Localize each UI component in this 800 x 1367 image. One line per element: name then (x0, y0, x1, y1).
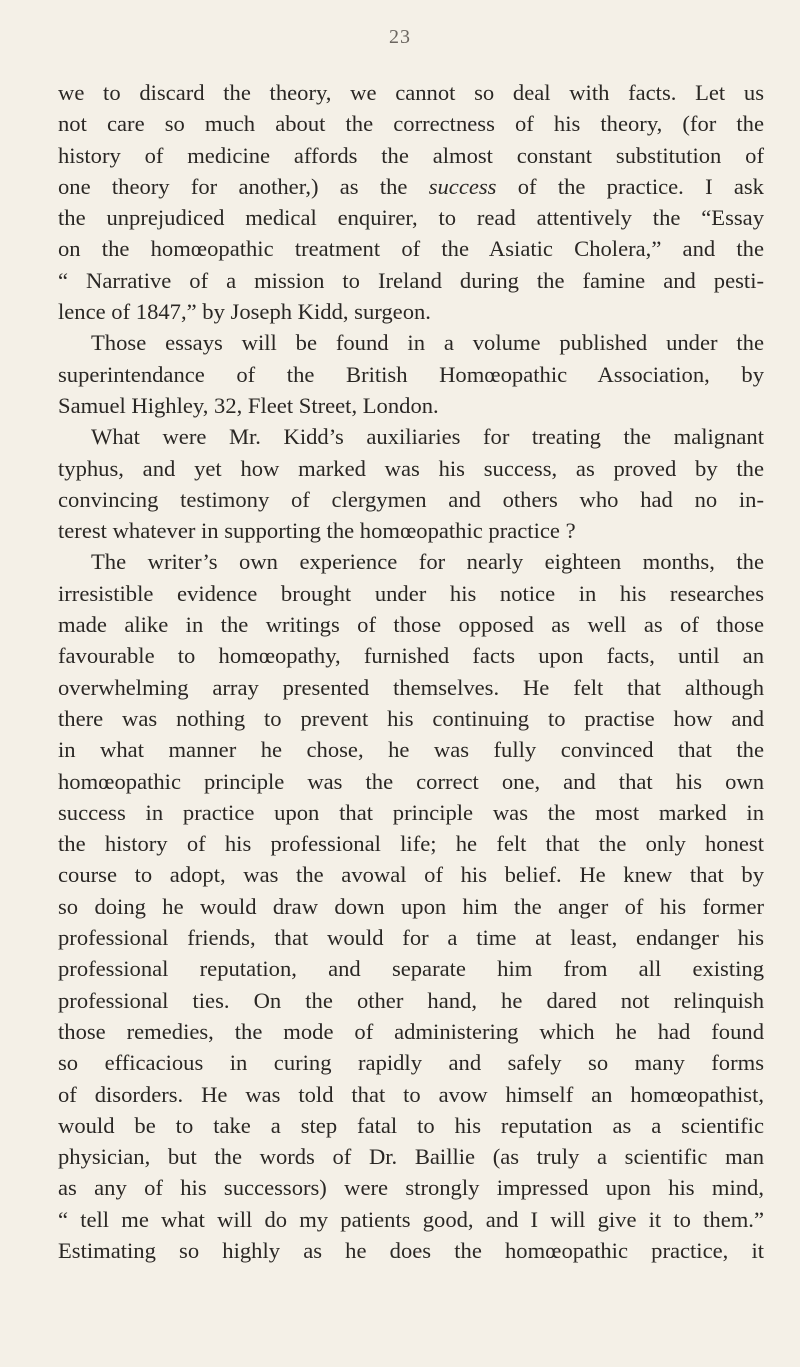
text-line: lence of 1847,” by Joseph Kidd, surgeon. (58, 299, 431, 325)
text-line: superintendance of the British Homœopathic Association, by (58, 361, 764, 387)
body-text (58, 77, 764, 1266)
text-line: so doing he would draw down upon him the anger of his former (58, 893, 764, 919)
text-line: Samuel Highley, 32, Fleet Street, London. (58, 392, 439, 418)
text-line: irresistible evidence brought under his notice in his researches (58, 580, 764, 606)
text-line: Estimating so highly as he does the homœopathic practice, it (58, 1237, 764, 1263)
text-line: Those essays will be found in a volume published under the (91, 330, 764, 356)
text-line: The writer’s own experience for nearly eighteen months, the (91, 549, 764, 575)
text-line: in what manner he chose, he was fully convinced that the (58, 737, 764, 763)
text-line (58, 171, 764, 202)
text-line: overwhelming array presented themselves. He felt that although (58, 674, 764, 700)
text-line: professional ties. On the other hand, he dared not relinquish (58, 987, 764, 1013)
text-line: so efficacious in curing rapidly and safely so many forms (58, 1050, 764, 1076)
text-segment: one theory for another,) as the (58, 173, 429, 199)
emphasis-text: success (428, 173, 497, 199)
text-line: “ tell me what will do my patients good, and I will give it to them.” (58, 1206, 764, 1232)
text-line: typhus, and yet how marked was his success, as proved by the (58, 455, 764, 481)
text-line: made alike in the writings of those opposed as well as of those (58, 612, 764, 638)
text-line: the history of his professional life; he felt that the only honest (58, 831, 764, 857)
text-line: success in practice upon that principle was the most marked in (58, 799, 764, 825)
text-line: as any of his successors) were strongly impressed upon his mind, (58, 1175, 764, 1201)
text-segment: of the practice. I ask (496, 173, 764, 199)
text-line: favourable to homœopathy, furnished facts upon facts, until an (58, 643, 764, 669)
text-line: the unprejudiced medical enquirer, to read attentively the “Essay (58, 205, 764, 231)
text-line: of disorders. He was told that to avow himself an homœopathist, (58, 1081, 764, 1107)
text-line: professional friends, that would for a time at least, endanger his (58, 925, 764, 951)
text-line: terest whatever in supporting the homœopathic practice ? (58, 518, 576, 544)
text-line: “ Narrative of a mission to Ireland during the famine and pesti- (58, 267, 764, 293)
page-number: 23 (389, 26, 411, 48)
text-line: not care so much about the correctness of his theory, (for the (58, 111, 764, 137)
text-line: What were Mr. Kidd’s auxiliaries for treating the malignant (91, 424, 764, 450)
text-line: professional reputation, and separate him from all existing (58, 956, 764, 982)
text-line: course to adopt, was the avowal of his belief. He knew that by (58, 862, 764, 888)
text-line: those remedies, the mode of administering which he had found (58, 1018, 764, 1044)
text-line: history of medicine affords the almost constant substitution of (58, 142, 764, 168)
text-line: would be to take a step fatal to his reputation as a scientific (58, 1112, 764, 1138)
text-line: convincing testimony of clergymen and others who had no in- (58, 486, 764, 512)
text-line: homœopathic principle was the correct one, and that his own (58, 768, 764, 794)
text-line: we to discard the theory, we cannot so deal with facts. Let us (58, 80, 764, 105)
text-line: on the homœopathic treatment of the Asiatic Cholera,” and the (58, 236, 764, 262)
text-line: there was nothing to prevent his continuing to practise how and (58, 705, 764, 731)
text-line: physician, but the words of Dr. Baillie (as truly a scientific man (58, 1144, 764, 1170)
